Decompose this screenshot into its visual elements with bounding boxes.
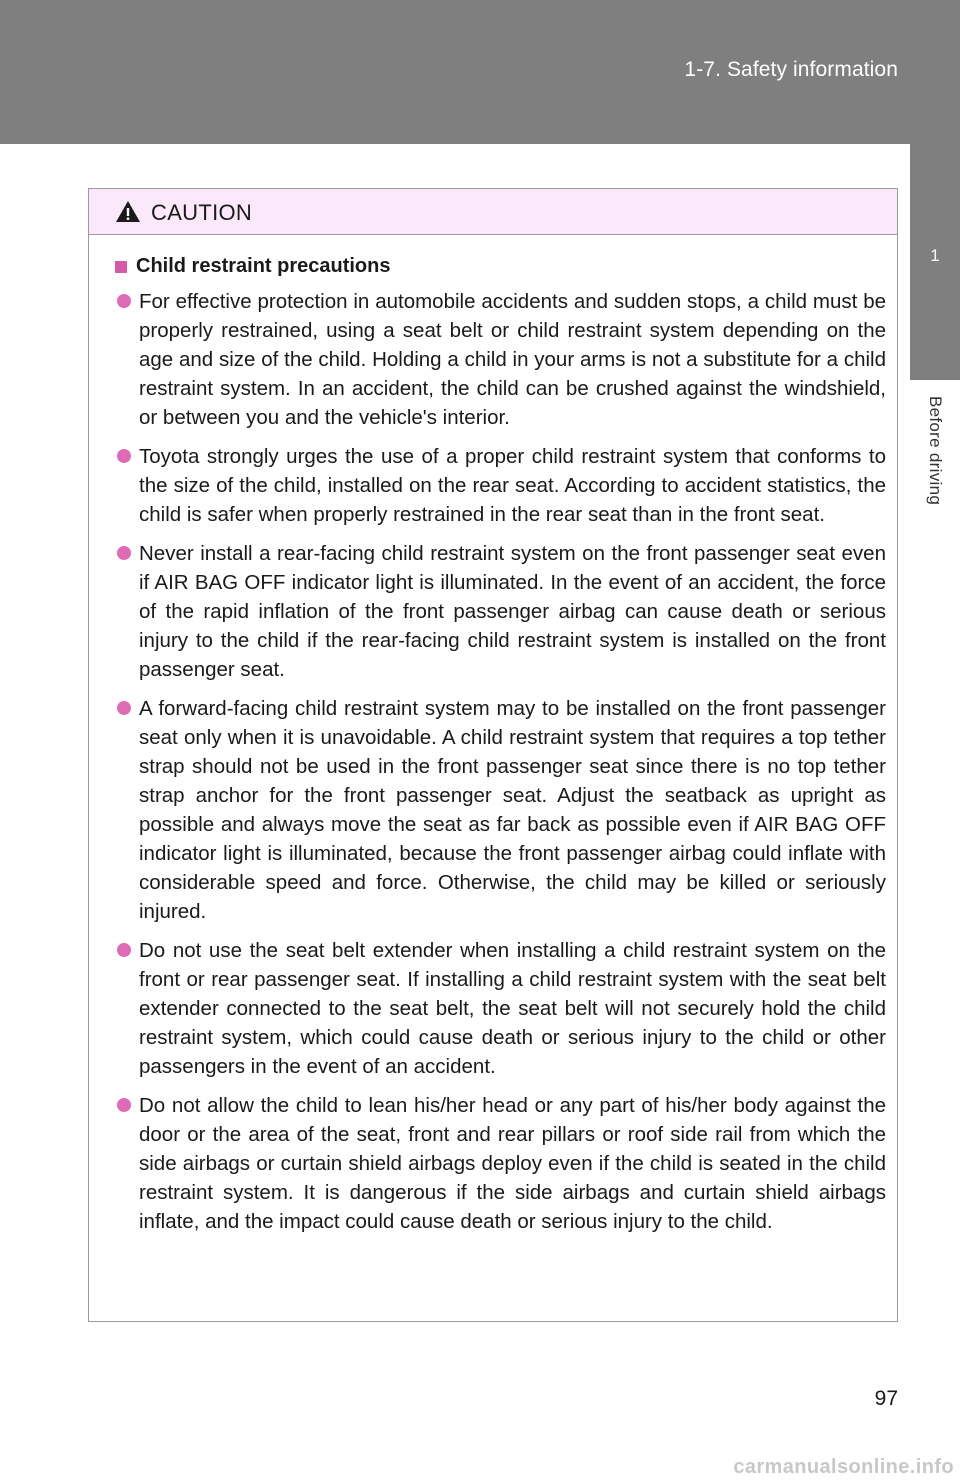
list-item-text: For effective protection in automobile accidents and sudden stops, a child must be properly restrained, using a seat belt or child restraint system depending on the age and size of the child. Holding a child in your arms is not a substitute for a child restraint system. In an accident, the child can be crushed against the windshield, or between you and the vehicle's interior.	[139, 290, 886, 429]
list-item-text: Do not allow the child to lean his/her head or any part of his/her body against the door or the area of the seat, front and rear pillars or roof side rail from which the side airbags or curtain shield airbags deploy even if the child is seated in the child restraint system. It is dangerous if the side airbags and curtain shield airbags inflate, and the impact could cause death or serious injury to the child.	[139, 1094, 886, 1233]
list-item-text: A forward-facing child restraint system may to be installed on the front passenger seat only when it is unavoidable. A child restraint system that requires a top tether strap should not be used in the front passenger seat since there is no top tether strap anchor for the front passenger seat. Adjust the seatback as upright as possible and always move the seat as far back as possible even if AIR BAG OFF indicator light is illuminated, because the front passenger airbag could inflate with considerable speed and force. Otherwise, the child may be killed or seriously injured.	[139, 697, 886, 923]
list-item-text: Never install a rear-facing child restraint system on the front passenger seat even if AIR BAG OFF indicator light is illuminated. In the event of an accident, the force of the rapid inflation of the front passenger airbag can cause death or serious injury to the child if the rear-facing child restraint system is installed on the front passenger seat.	[139, 542, 886, 681]
bullet-dot-icon	[117, 1098, 131, 1112]
list-item	[113, 936, 886, 1081]
list-item	[113, 1091, 886, 1236]
watermark: carmanualsonline.info	[733, 1456, 954, 1478]
square-bullet-icon	[115, 261, 127, 273]
list-item	[113, 539, 886, 684]
section-heading-text: Child restraint precautions	[136, 255, 391, 277]
section-heading	[113, 255, 886, 278]
page-number: 97	[874, 1387, 898, 1410]
list-item-text: Toyota strongly urges the use of a proper child restraint system that conforms to the size of the child, installed on the rear seat. According to accident statistics, the child is safer when properly restrained in the rear seat than in the front seat.	[139, 445, 886, 526]
section-title: 1-7. Safety information	[684, 58, 898, 81]
warning-triangle-icon	[115, 200, 141, 223]
chapter-number: 1	[930, 246, 940, 265]
list-item	[113, 442, 886, 529]
caution-body	[89, 235, 897, 1236]
bullet-dot-icon	[117, 943, 131, 957]
bullet-dot-icon	[117, 294, 131, 308]
header-band	[0, 0, 960, 144]
chapter-tab	[910, 144, 960, 380]
list-item-text: Do not use the seat belt extender when installing a child restraint system on the front or rear passenger seat. If installing a child restraint system with the seat belt extender connected to the seat belt, the seat belt will not securely hold the child restraint system, which could cause death or serious injury to the child or other passengers in the event of an accident.	[139, 939, 886, 1078]
chapter-label: Before driving	[926, 396, 945, 506]
bullet-dot-icon	[117, 546, 131, 560]
bullet-dot-icon	[117, 701, 131, 715]
list-item	[113, 287, 886, 432]
bullet-dot-icon	[117, 449, 131, 463]
list-item	[113, 694, 886, 926]
caution-title: CAUTION	[151, 200, 253, 225]
caution-header	[89, 189, 897, 235]
caution-box	[88, 188, 898, 1322]
